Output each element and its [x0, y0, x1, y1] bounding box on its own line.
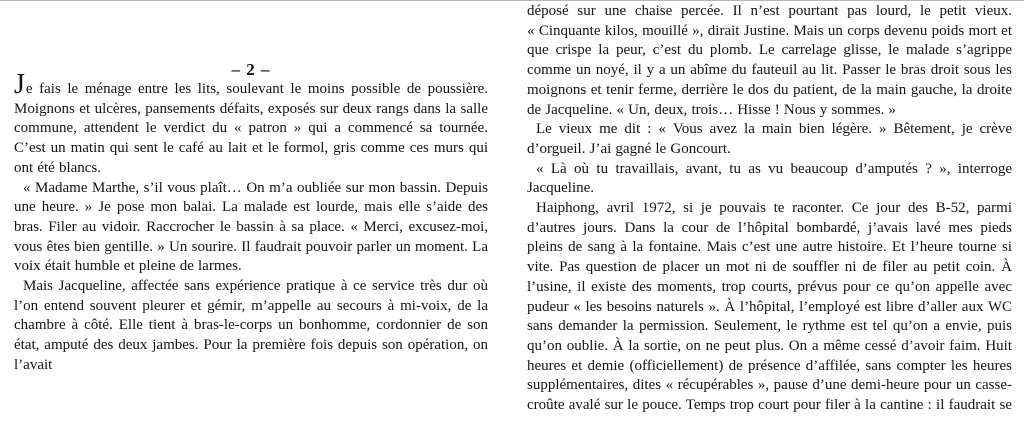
opening-paragraph [14, 69, 488, 179]
paragraph-jacqueline-cordonnier: Mais Jacqueline, affectée sans expérience pratique à ce service très dur où l’on entend souvent pleurer et gémir, m’appelle au secours à mi-voix, de la chambre à côté. Elle tient à bras-le-corps un bonhomme, cordonnier de son état, amputé des deux jambes. Pour la première fois depuis son opération, on l’avait [14, 278, 488, 373]
paragraph-goncourt: Le vieux me dit : « Vous avez la main bien légère. » Bêtement, je crève d’orgueil. J’ai gagné le Goncourt. [527, 121, 1012, 157]
paragraph-haiphong: Haiphong, avril 1972, si je pouvais te raconter. Ce jour des B-52, parmi d’autres jours. Dans la cour de l’hôpital bombardé, j’avais lavé mes pieds pleins de sang à la fontaine. Mais c’est une autre histoire. Et l’heure tourne si vite. Pas question de placer un mot ni de souffler ni de filer au petit coin. À l’usine, il existe des moments, trop courts, prévus pour ce qu’on appelle avec pudeur « les besoins naturels ». À l’hôpital, l’employé est libre d’aller aux WC sans demander la permission. Seulement, le rythme est tel qu’on a envie, puis qu’on oublie. À la sortie, on ne peut plus. On a même cessé d’avoir faim. Huit heures et demie (officiellement) de présence d’affilée, sans compter les heures supplémentaires, dites « récupérables », pause d’une demi-heure pour un casse-croûte avalé sur le pouce. Temps trop court pour filer à la cantine : il faudrait se [527, 200, 1012, 414]
opening-paragraph-text: e fais le ménage entre les lits, soulevant le moins possible de poussière. Moignons et ulcères, pansements défaits, exposés sur deux rangs dans la salle commune, attendent le verdict du « patron » qui a commencé sa tournée. C’est un matin qui sent le café au lait et le formol, gris comme ces murs qui ont été blancs. [14, 81, 488, 176]
right-text-column [527, 2, 1012, 416]
left-text-column [14, 0, 488, 376]
chapter-number-heading: – 2 – [231, 60, 271, 79]
paragraph-madame-marthe: « Madame Marthe, s’il vous plaît… On m’a oubliée sur mon bassin. Depuis une heure. » Je pose mon balai. La malade est lourde, mais elle s’aide des bras. Filer au vidoir. Raccrocher le bassin à sa place. « Merci, excusez-moi, vous êtes bien gentille. » Un sourire. Il faudrait pouvoir parler un moment. La voix était humble et pleine de larmes. [14, 179, 488, 275]
raised-initial-letter: J [14, 69, 25, 100]
paragraph-continuation-chaise-percee: déposé sur une chaise percée. Il n’est pourtant pas lourd, le petit vieux. « Cinquante kilos, mouillé », dirait Justine. Mais un corps devenu poids mort et que crispe la peur, c’est du plomb. Le carrelage glisse, le malade s’agrippe comme un noyé, il y a un abîme du fauteuil au lit. Passer le bras droit sous les moignons et tenir ferme, derrière le dos du patient, de la main gauche, la droite de Jacqueline. « Un, deux, trois… Hisse ! Nous y sommes. » [527, 3, 1012, 118]
paragraph-question-amputes: « Là où tu travaillais, avant, tu as vu beaucoup d’amputés ? », interroge Jacqueline. [527, 160, 1012, 197]
